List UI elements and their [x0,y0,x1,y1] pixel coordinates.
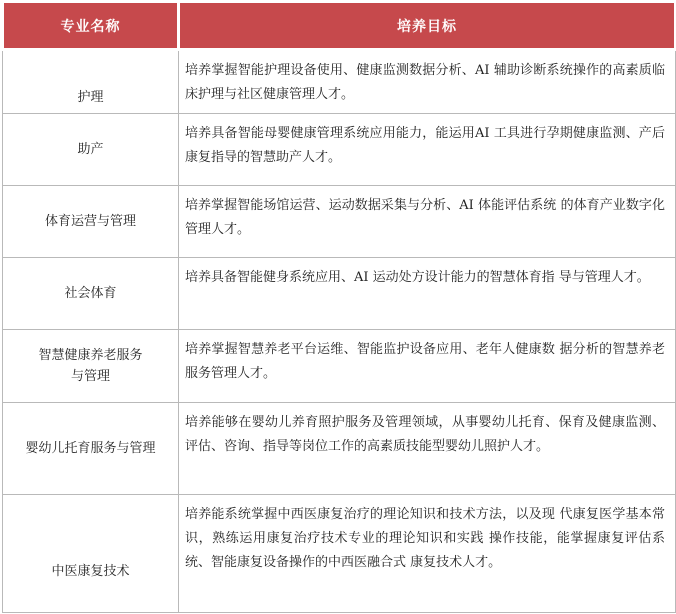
major-name: 婴幼儿托育服务与管理 [25,441,156,456]
table-row [3,258,676,330]
major-name-cell [3,114,179,186]
training-goal-cell: 培养能系统掌握中西医康复治疗的理论知识和技术方法，以及现 代康复医学基本常识，熟练运用康复治疗技术专业的理论知识和实践 操作技能，能掌握康复评估系统、智能康复设备操作的中西医融合式 康复技术人才。 [179,495,676,613]
training-goal-cell: 培养掌握智能场馆运营、运动数据采集与分析、AI 体能评估系统 的体育产业数字化管理人才。 [179,186,676,258]
major-name-cell [3,258,179,330]
major-name: 中医康复技术 [51,564,130,579]
table-row [3,50,676,114]
majors-training-goals-table [1,0,676,613]
major-name-cell [3,186,179,258]
header-major-name: 专业名称 [3,2,179,50]
table-row [3,114,676,186]
training-goal-cell: 培养具备智能健身系统应用、AI 运动处方设计能力的智慧体育指 导与管理人才。 [179,258,676,330]
major-name-line-2: 与管理 [70,369,110,384]
table-row [3,403,676,495]
major-name-cell [3,330,179,403]
major-name-cell [3,403,179,495]
major-name-line-1: 智慧健康养老服务 [38,348,143,363]
major-name: 体育运营与管理 [44,214,136,229]
training-goal-cell: 培养具备智能母婴健康管理系统应用能力，能运用AI 工具进行孕期健康监测、产后康复指导的智慧助产人才。 [179,114,676,186]
major-name: 助产 [77,142,104,157]
header-training-goal: 培养目标 [179,2,676,50]
major-name: 社会体育 [64,286,117,301]
training-goal-cell: 培养掌握智慧养老平台运维、智能监护设备应用、老年人健康数 据分析的智慧养老服务管理人才。 [179,330,676,403]
major-name-cell [3,50,179,114]
major-name: 护理 [77,89,104,105]
table-header-row [3,2,676,50]
table-row [3,186,676,258]
training-goal-cell: 培养掌握智能护理设备使用、健康监测数据分析、AI 辅助诊断系统操作的高素质临床护理与社区健康管理人才。 [179,50,676,114]
training-goal-cell: 培养能够在婴幼儿养育照护服务及管理领域，从事婴幼儿托育、保育及健康监测、评估、咨询、指导等岗位工作的高素质技能型婴幼儿照护人才。 [179,403,676,495]
table-row [3,330,676,403]
table-row [3,495,676,613]
major-name-cell [3,495,179,613]
